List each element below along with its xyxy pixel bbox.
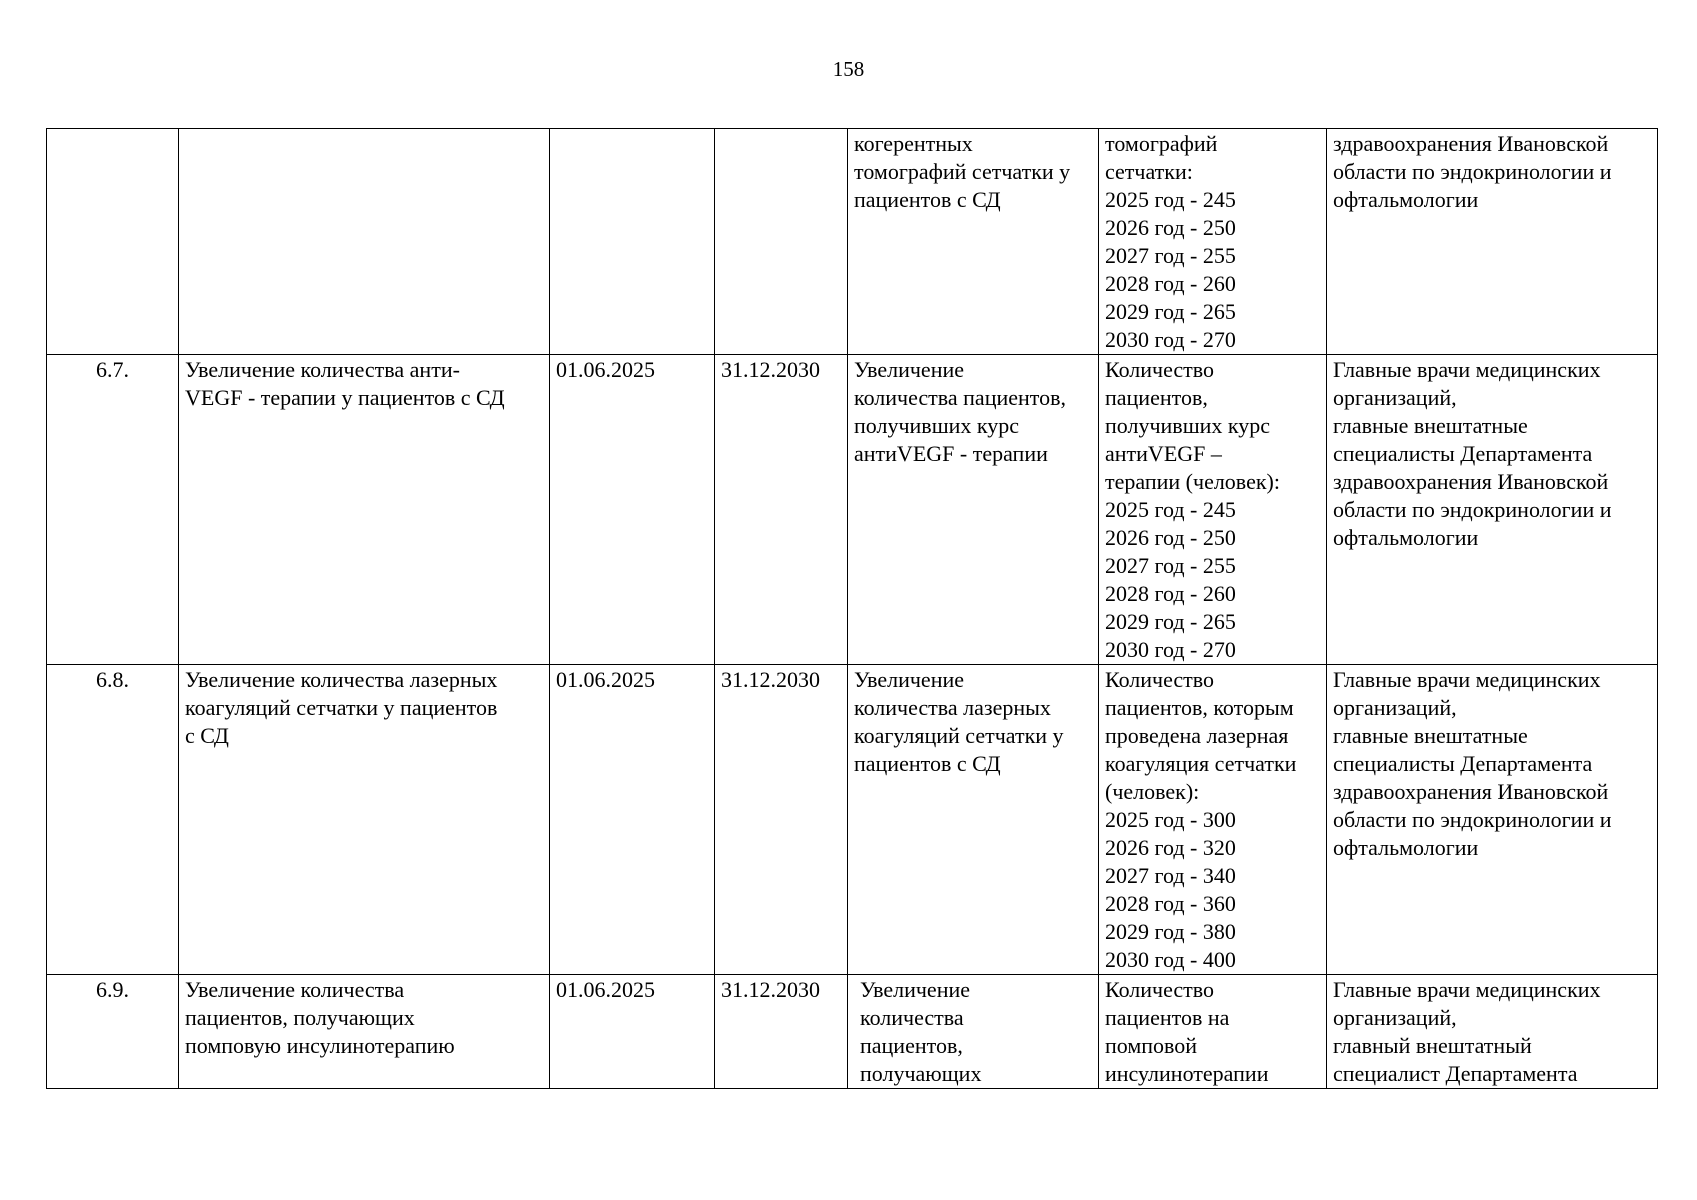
target-indicator: Количество пациентов, которым проведена лазерная коагуляция сетчатки (человек): 2025 год - 300 2026 год - 320 2027 год - 340 2028 год - 360 2029 год - 380 2030 год - 400 bbox=[1099, 665, 1327, 975]
end-date bbox=[715, 129, 848, 355]
end-date: 31.12.2030 bbox=[715, 355, 848, 665]
event-name: Увеличение количества лазерных коагуляций сетчатки у пациентов с СД bbox=[179, 665, 550, 975]
expected-result: Увеличение количества пациентов, получающих bbox=[848, 975, 1099, 1089]
row-number: 6.8. bbox=[47, 665, 179, 975]
responsible-party: здравоохранения Ивановской области по эндокринологии и офтальмологии bbox=[1327, 129, 1658, 355]
start-date: 01.06.2025 bbox=[550, 665, 715, 975]
start-date bbox=[550, 129, 715, 355]
table-row bbox=[47, 355, 1658, 665]
target-indicator: Количество пациентов, получивших курс антиVEGF – терапии (человек): 2025 год - 245 2026 год - 250 2027 год - 255 2028 год - 260 2029 год - 265 2030 год - 270 bbox=[1099, 355, 1327, 665]
target-indicator: Количество пациентов на помповой инсулинотерапии bbox=[1099, 975, 1327, 1089]
row-number: 6.9. bbox=[47, 975, 179, 1089]
end-date: 31.12.2030 bbox=[715, 975, 848, 1089]
event-name bbox=[179, 129, 550, 355]
table-row bbox=[47, 975, 1658, 1089]
end-date: 31.12.2030 bbox=[715, 665, 848, 975]
event-name: Увеличение количества анти- VEGF - терапии у пациентов с СД bbox=[179, 355, 550, 665]
target-indicator: томографий сетчатки: 2025 год - 245 2026 год - 250 2027 год - 255 2028 год - 260 2029 год - 265 2030 год - 270 bbox=[1099, 129, 1327, 355]
start-date: 01.06.2025 bbox=[550, 355, 715, 665]
expected-result: Увеличение количества пациентов, получивших курс антиVEGF - терапии bbox=[848, 355, 1099, 665]
start-date: 01.06.2025 bbox=[550, 975, 715, 1089]
row-number bbox=[47, 129, 179, 355]
responsible-party: Главные врачи медицинских организаций, главные внештатные специалисты Департамента здравоохранения Ивановской области по эндокринологии и офтальмологии bbox=[1327, 355, 1658, 665]
table-row bbox=[47, 665, 1658, 975]
row-number: 6.7. bbox=[47, 355, 179, 665]
responsible-party: Главные врачи медицинских организаций, главные внештатные специалисты Департамента здравоохранения Ивановской области по эндокринологии и офтальмологии bbox=[1327, 665, 1658, 975]
event-name: Увеличение количества пациентов, получающих помповую инсулинотерапию bbox=[179, 975, 550, 1089]
expected-result: Увеличение количества лазерных коагуляций сетчатки у пациентов с СД bbox=[848, 665, 1099, 975]
expected-result: когерентных томографий сетчатки у пациентов с СД bbox=[848, 129, 1099, 355]
measures-table bbox=[46, 128, 1658, 1089]
responsible-party: Главные врачи медицинских организаций, главный внештатный специалист Департамента bbox=[1327, 975, 1658, 1089]
table-row bbox=[47, 129, 1658, 355]
page-number: 158 bbox=[832, 57, 865, 81]
